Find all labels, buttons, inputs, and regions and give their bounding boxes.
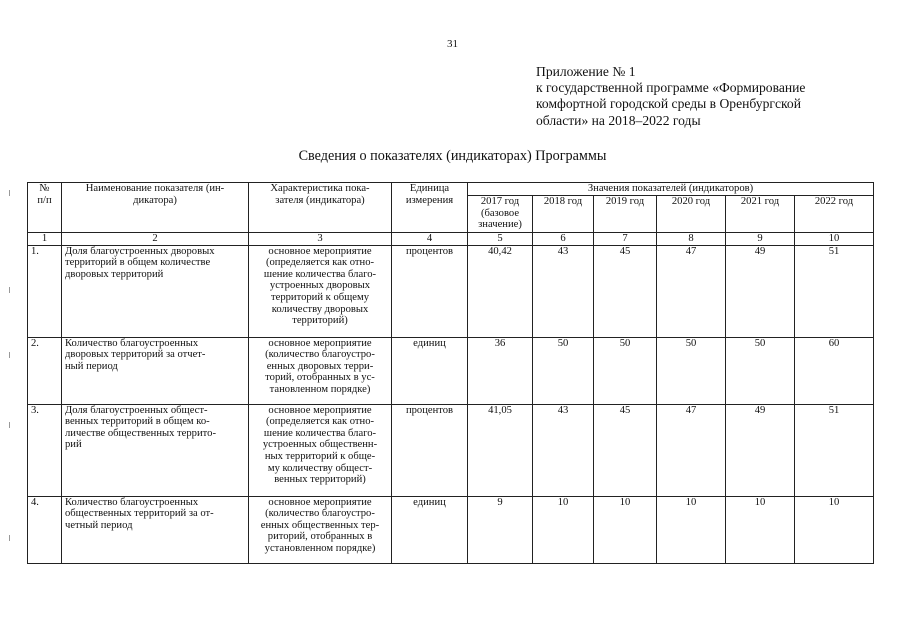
- header-year-2018: 2018 год: [533, 196, 594, 233]
- row-value: 49: [726, 404, 795, 496]
- header-year-2017: 2017 год (базовое значение): [468, 196, 533, 233]
- appendix-heading: [536, 64, 866, 129]
- row-unit: единиц: [392, 496, 468, 563]
- row-value: 10: [657, 496, 726, 563]
- table-row: [28, 245, 874, 337]
- row-value: 43: [533, 404, 594, 496]
- table-row: [28, 337, 874, 404]
- row-value: 45: [594, 404, 657, 496]
- row-characteristic: основное мероприятие (количество благоустро- енных дворовых терри- торий, отобранных в ус- тановленном порядке): [249, 337, 392, 404]
- indicators-table: [27, 182, 874, 564]
- header-values-group: Значения показателей (индикаторов): [468, 183, 874, 196]
- column-number: 6: [533, 233, 594, 246]
- row-value: 10: [533, 496, 594, 563]
- row-unit: процентов: [392, 404, 468, 496]
- appendix-line: комфортной городской среды в Оренбургской: [536, 96, 801, 112]
- page-number: 31: [447, 38, 458, 50]
- appendix-line: Приложение № 1: [536, 64, 636, 79]
- row-num: 4.: [28, 496, 62, 563]
- row-num: 2.: [28, 337, 62, 404]
- row-value: 47: [657, 404, 726, 496]
- column-number-row: [28, 233, 874, 246]
- row-num: 1.: [28, 245, 62, 337]
- margin-mark: [9, 287, 10, 293]
- margin-mark: [9, 535, 10, 541]
- margin-mark: [9, 352, 10, 358]
- header-year-2021: 2021 год: [726, 196, 795, 233]
- row-value: 50: [594, 337, 657, 404]
- header-year-2022: 2022 год: [795, 196, 874, 233]
- column-number: 8: [657, 233, 726, 246]
- column-number: 2: [62, 233, 249, 246]
- row-unit: единиц: [392, 337, 468, 404]
- appendix-line: к государственной программе «Формирование: [536, 80, 806, 96]
- column-number: 4: [392, 233, 468, 246]
- row-value: 10: [795, 496, 874, 563]
- row-name: Доля благоустроенных общест- венных территорий в общем ко- личестве общественных террито- рий: [62, 404, 249, 496]
- document-title: Сведения о показателях (индикаторах) Программы: [298, 148, 607, 164]
- row-value: 36: [468, 337, 533, 404]
- row-name: Количество благоустроенных общественных территорий за от- четный период: [62, 496, 249, 563]
- row-unit: процентов: [392, 245, 468, 337]
- column-number: 3: [249, 233, 392, 246]
- row-value: 50: [657, 337, 726, 404]
- row-value: 45: [594, 245, 657, 337]
- row-value: 50: [726, 337, 795, 404]
- row-value: 51: [795, 404, 874, 496]
- row-value: 40,42: [468, 245, 533, 337]
- row-value: 51: [795, 245, 874, 337]
- row-characteristic: основное мероприятие (количество благоустро- енных общественных тер- риторий, отобранных в установленном порядке): [249, 496, 392, 563]
- header-year-2019: 2019 год: [594, 196, 657, 233]
- row-value: 49: [726, 245, 795, 337]
- header-year-2020: 2020 год: [657, 196, 726, 233]
- row-num: 3.: [28, 404, 62, 496]
- row-value: 10: [726, 496, 795, 563]
- row-value: 47: [657, 245, 726, 337]
- row-characteristic: основное мероприятие (определяется как отно- шение количества благо- устроенных дворовых территорий к общему количеству дворовых территорий): [249, 245, 392, 337]
- header-unit: Единица измерения: [392, 183, 468, 233]
- row-value: 43: [533, 245, 594, 337]
- row-value: 10: [594, 496, 657, 563]
- header-row: [28, 183, 874, 196]
- row-value: 41,05: [468, 404, 533, 496]
- row-characteristic: основное мероприятие (определяется как отно- шение количества благо- устроенных общественн- ных территорий к обще- му количеству общест- венных территорий): [249, 404, 392, 496]
- column-number: 9: [726, 233, 795, 246]
- column-number: 10: [795, 233, 874, 246]
- header-name: Наименование показателя (ин- дикатора): [62, 183, 249, 233]
- column-number: 7: [594, 233, 657, 246]
- header-characteristic: Характеристика пока- зателя (индикатора): [249, 183, 392, 233]
- row-name: Количество благоустроенных дворовых территорий за отчет- ный период: [62, 337, 249, 404]
- row-value: 60: [795, 337, 874, 404]
- margin-mark: [9, 422, 10, 428]
- header-num: № п/п: [28, 183, 62, 233]
- table-row: [28, 496, 874, 563]
- row-value: 9: [468, 496, 533, 563]
- column-number: 1: [28, 233, 62, 246]
- column-number: 5: [468, 233, 533, 246]
- margin-mark: [9, 190, 10, 196]
- row-name: Доля благоустроенных дворовых территорий в общем количестве дворовых территорий: [62, 245, 249, 337]
- row-value: 50: [533, 337, 594, 404]
- appendix-line: области» на 2018–2022 годы: [536, 112, 701, 128]
- table-row: [28, 404, 874, 496]
